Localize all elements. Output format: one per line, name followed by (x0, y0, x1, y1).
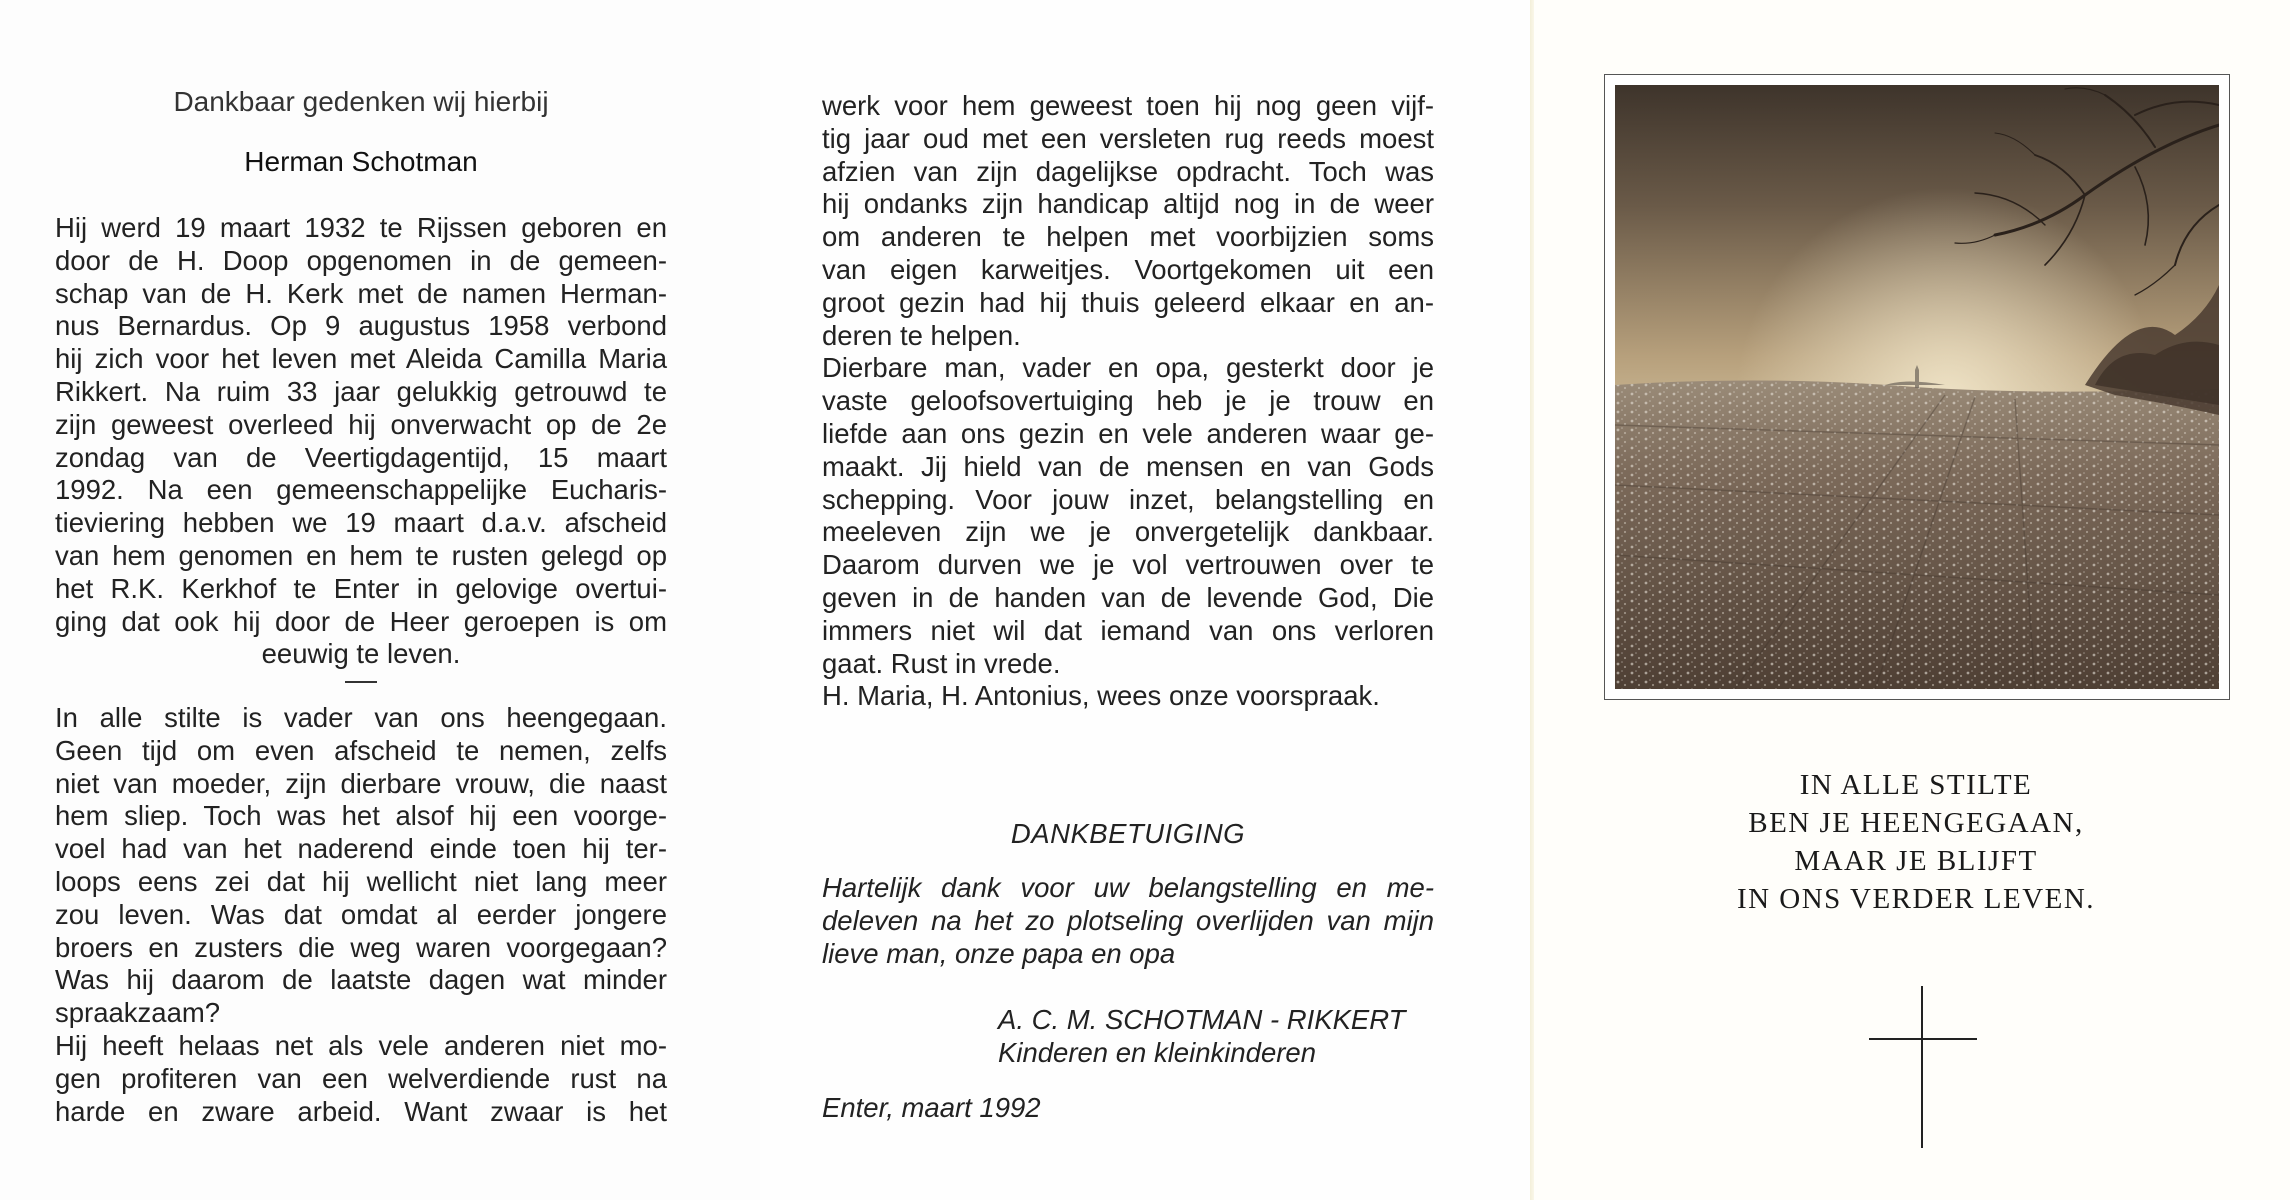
verse-line: IN ONS VERDER LEVEN. (1736, 883, 2096, 915)
landscape-photo (1615, 85, 2219, 689)
text-line: ging dat ook hij door de Heer geroepen is om (55, 605, 667, 637)
acknowledgement-title: DANKBETUIGING (1010, 818, 1246, 849)
text-line: zijn geweest overleed hij onverwacht op de 2e (55, 408, 667, 440)
text-line: schepping. Voor jouw inzet, belangstelling en (822, 483, 1434, 515)
text-line: Hartelijk dank voor uw belangstelling en me- (822, 872, 1434, 903)
text-line: maakt. Jij hield van de mensen en van Gods (822, 450, 1434, 482)
verse-line: MAAR JE BLIJFT (1794, 845, 2038, 877)
text-line: broers en zusters die weg waren voorgegaan? (55, 931, 667, 963)
signature-name: A. C. M. SCHOTMAN - RIKKERT (998, 1004, 1406, 1035)
continuation-paragraph (822, 90, 1434, 713)
text-line: hij ondanks zijn handicap altijd nog in de weer (822, 188, 1434, 220)
text-line: nus Bernardus. Op 9 augustus 1958 verbond (55, 310, 667, 342)
text-line: Rikkert. Na ruim 33 jaar gelukkig getrouwd te (55, 375, 667, 407)
verse-line: IN ALLE STILTE (1799, 769, 2033, 801)
text-line: Was hij daarom de laatste dagen wat minder (55, 964, 667, 996)
text-line: hem sliep. Toch was het alsof hij een voorge- (55, 800, 667, 832)
text-line: Hij werd 19 maart 1932 te Rijssen geboren en (55, 212, 667, 243)
text-line: gen profiteren van een welverdiende rust na (55, 1062, 667, 1094)
separator-dash (345, 681, 377, 683)
text-line: Dierbare man, vader en opa, gesterkt door je (822, 352, 1434, 384)
deceased-name: Herman Schotman (244, 146, 478, 177)
text-line: werk voor hem geweest toen hij nog geen vijf- (822, 90, 1434, 121)
text-line: door de H. Doop opgenomen in de gemeen- (55, 244, 667, 276)
text-line: In alle stilte is vader van ons heengegaan. (55, 702, 667, 733)
text-line: schap van de H. Kerk met de namen Herman- (55, 277, 667, 309)
text-line: tig jaar oud met een versleten rug reeds moest (822, 122, 1434, 154)
prayer-line: H. Maria, H. Antonius, wees onze voorspraak. (822, 680, 1380, 712)
text-line: groot gezin had hij thuis geleerd elkaar en an- (822, 286, 1434, 318)
memorial-verse (1654, 766, 2178, 918)
text-line: vaste geloofsovertuiging heb je je trouw en (822, 385, 1434, 417)
text-line: zondag van de Veertigdagentijd, 15 maart (55, 441, 667, 473)
text-line: Hij heeft helaas net als vele anderen niet mo- (55, 1029, 667, 1061)
text-line: harde en zware arbeid. Want zwaar is het (55, 1095, 667, 1127)
text-line: Geen tijd om even afscheid te nemen, zelfs (55, 734, 667, 766)
text-line: het R.K. Kerkhof te Enter in gelovige overtui- (55, 572, 667, 604)
text-line: niet van moeder, zijn dierbare vrouw, die naast (55, 767, 667, 799)
remembrance-paragraph (55, 702, 667, 1128)
text-line: spraakzaam? (55, 997, 221, 1029)
text-line: Daarom durven we je vol vertrouwen over te (822, 549, 1434, 581)
text-line: eeuwig te leven. (261, 638, 461, 670)
text-line: immers niet wil dat iemand van ons verloren (822, 614, 1434, 646)
text-line: van eigen karweitjes. Voortgekomen uit een (822, 253, 1434, 285)
landscape-photo-frame (1604, 74, 2230, 700)
signature-block (998, 1003, 1405, 1069)
text-line: liefde aan ons gezin en vele anderen waar ge- (822, 417, 1434, 449)
text-line: geven in de handen van de levende God, Die (822, 581, 1434, 613)
intro-line: Dankbaar gedenken wij hierbij (173, 86, 549, 117)
text-line: voel had van het naderend einde toen hij ter- (55, 833, 667, 865)
acknowledgement-text (822, 872, 1434, 970)
biography-paragraph (55, 212, 667, 671)
text-line: hij zich voor het leven met Aleida Camilla Maria (55, 343, 667, 375)
text-line: zou leven. Was dat omdat al eerder jongere (55, 898, 667, 930)
text-line: deleven na het zo plotseling overlijden van mijn (822, 904, 1434, 936)
text-line: lieve man, onze papa en opa (822, 937, 1176, 969)
place-date: Enter, maart 1992 (822, 1092, 1041, 1123)
text-line: meeleven zijn we je onvergetelijk dankbaar. (822, 516, 1434, 548)
cross-icon-bar (1869, 1038, 1977, 1040)
text-line: van hem genomen en hem te rusten gelegd op (55, 539, 667, 571)
family-line: Kinderen en kleinkinderen (998, 1037, 1316, 1068)
text-line: deren te helpen. (822, 319, 1021, 351)
text-line: om anderen te helpen met voorbijzien soms (822, 221, 1434, 253)
text-line: gaat. Rust in vrede. (822, 647, 1061, 679)
cross-icon (1921, 986, 1923, 1148)
text-line: loops eens zei dat hij wellicht niet lang meer (55, 865, 667, 897)
text-line: afzien van zijn dagelijkse opdracht. Toch was (822, 155, 1434, 187)
text-line: tieviering hebben we 19 maart d.a.v. afscheid (55, 507, 667, 539)
text-line: 1992. Na een gemeenschappelijke Eucharis- (55, 474, 667, 506)
verse-line: BEN JE HEENGEGAAN, (1748, 807, 2084, 839)
